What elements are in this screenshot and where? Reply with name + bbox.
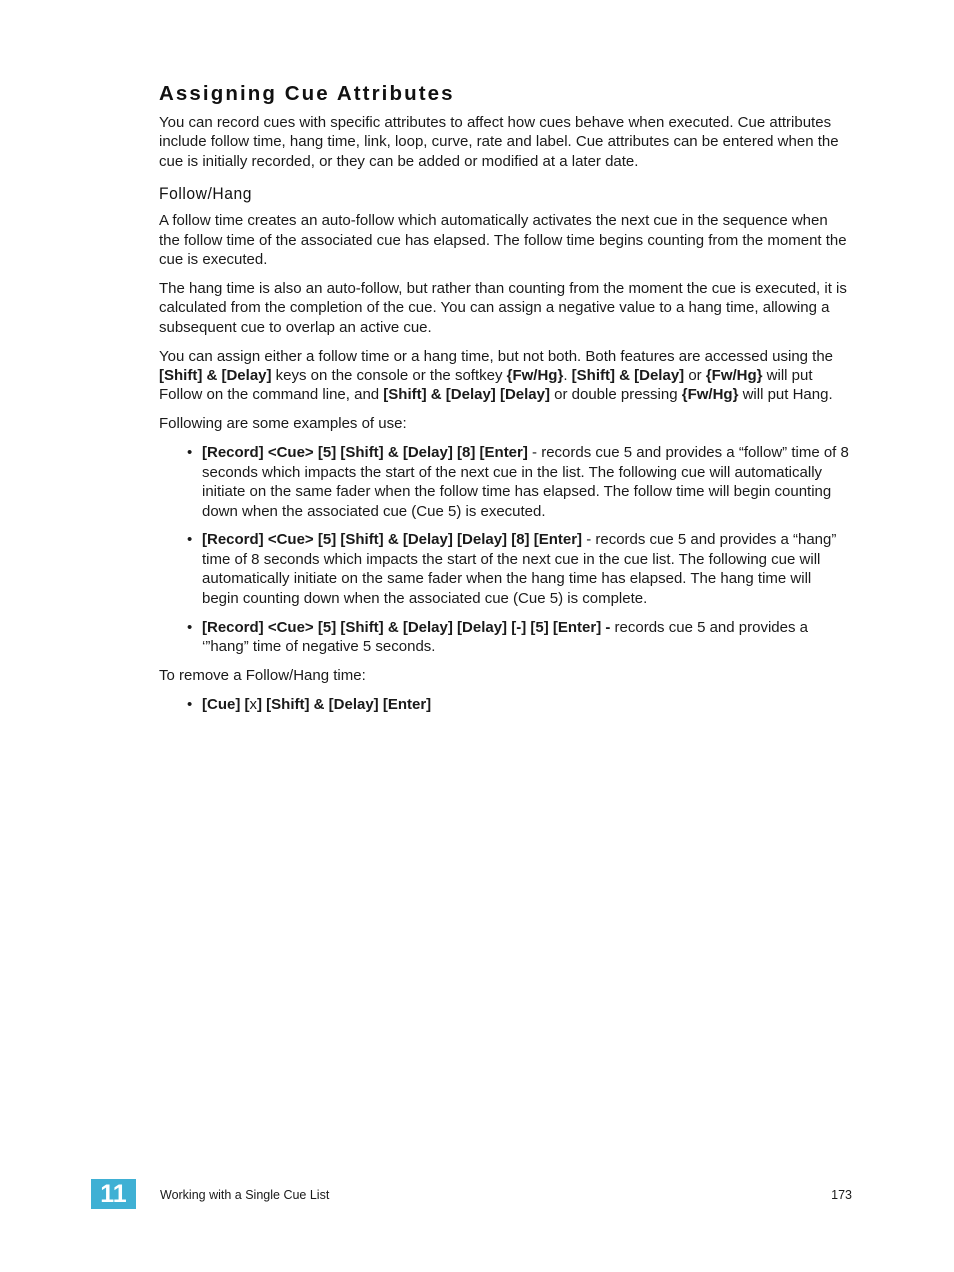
bullet-icon: • (187, 618, 193, 636)
examples-intro: Following are some examples of use: (159, 415, 407, 433)
section-title: Assigning Cue Attributes (159, 82, 455, 105)
page-content (159, 80, 851, 724)
access-paragraph: You can assign either a follow time or a hang time, but not both. Both features are accessed using the [Shift] & [Delay] keys on the console or the softkey {Fw/Hg}. [Shift] & [Delay] or {Fw/Hg} will put Follow on the command line, and [Shift] & [Delay] [Delay] or double pressing {Fw/Hg} will put Hang. (159, 347, 834, 404)
bullet-icon: • (187, 531, 193, 549)
section-intro-paragraph: You can record cues with specific attributes to affect how cues behave when executed. Cue attributes include follow time, hang time, link, loop, curve, rate and label. Cue attributes can be entered when the cue is initially recorded, or they can be added or modified at a later date. (159, 114, 839, 170)
example-item (159, 618, 851, 657)
remove-intro: To remove a Follow/Hang time: (159, 666, 366, 684)
remove-list (159, 695, 851, 714)
example-item (159, 443, 851, 521)
example-text: records cue 5 and provides a ‘”hang” time of negative 5 seconds. (202, 618, 808, 655)
hang-time-paragraph: The hang time is also an auto-follow, but rather than counting from the moment the cue is executed, it is calculated from the completion of the cue. You can assign a negative value to a hang time, allowing a subsequent cue to overlap an active cue. (159, 279, 847, 336)
follow-time-paragraph: A follow time creates an auto-follow which automatically activates the next cue in the sequence when the follow time of the associated cue has elapsed. The follow time begins counting from the moment the cue is executed. (159, 212, 847, 269)
example-command: [Record] <Cue> [5] [Shift] & [Delay] [8] [Enter] (202, 444, 528, 462)
example-command: [Record] <Cue> [5] [Shift] & [Delay] [Delay] [-] [5] [Enter] - (202, 618, 611, 636)
bullet-icon: • (187, 695, 193, 713)
chapter-number-badge: 11 (91, 1179, 136, 1209)
examples-list (159, 443, 851, 656)
bullet-icon: • (187, 444, 193, 462)
example-text: - records cue 5 and provides a “follow” time of 8 seconds which impacts the start of the next cue in the list. The following cue will automatically initiate on the same fader when the follow time has elapsed. The follow time will begin counting down when the associated cue (Cue 5) is executed. (202, 444, 849, 520)
subsection-title: Follow/Hang (159, 184, 253, 204)
example-item (159, 530, 851, 608)
example-command: [Record] <Cue> [5] [Shift] & [Delay] [Delay] [8] [Enter] (202, 531, 583, 549)
remove-item: • [Cue] [x] [Shift] & [Delay] [Enter] (187, 695, 432, 713)
page-number: 173 (831, 1188, 852, 1202)
example-text: - records cue 5 and provides a “hang” time of 8 seconds which impacts the start of the next cue in the cue list. The following cue will automatically initiate on the same fader when the hang time has elapsed. The hang time will begin counting down when the associated cue (Cue 5) is complete. (202, 531, 837, 607)
chapter-title: Working with a Single Cue List (160, 1188, 330, 1202)
